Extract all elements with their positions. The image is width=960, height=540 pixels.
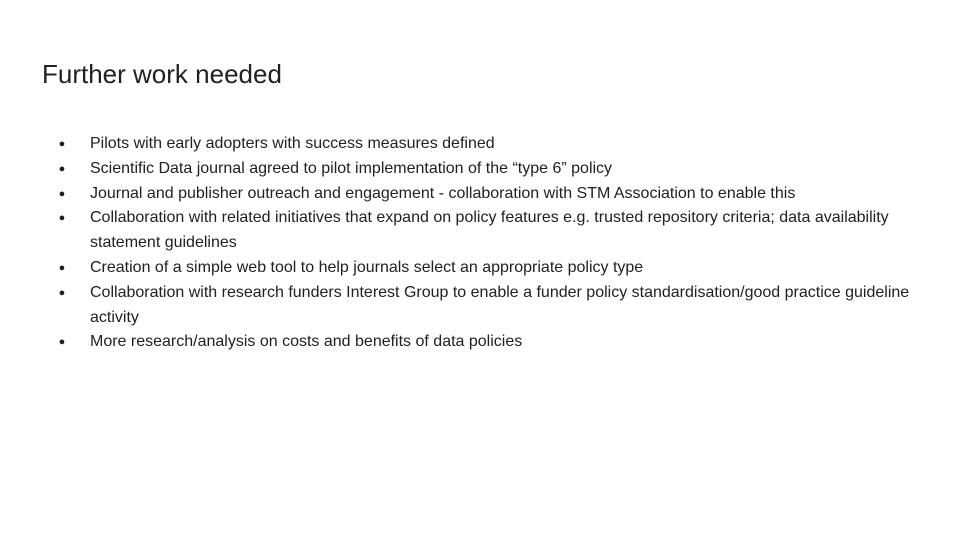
bullet-icon: ● bbox=[58, 138, 66, 150]
bullet-list bbox=[0, 132, 960, 355]
bullet-text: Creation of a simple web tool to help journals select an appropriate policy type bbox=[90, 258, 644, 276]
list-item bbox=[0, 256, 910, 281]
bullet-text: Journal and publisher outreach and engagement - collaboration with STM Association to enable this bbox=[90, 184, 796, 202]
bullet-icon: ● bbox=[58, 261, 66, 274]
list-item bbox=[0, 330, 910, 355]
list-item bbox=[0, 132, 910, 157]
bullet-icon: ● bbox=[58, 336, 66, 349]
bullet-text: Scientific Data journal agreed to pilot implementation of the “type 6” policy bbox=[90, 159, 613, 177]
bullet-icon: ● bbox=[58, 212, 66, 225]
bullet-text: Collaboration with related initiatives that expand on policy features e.g. trusted repository criteria; data availability statement guidelines bbox=[90, 209, 889, 252]
list-item bbox=[0, 206, 910, 256]
slide-title: Further work needed bbox=[42, 59, 282, 89]
bullet-text: Pilots with early adopters with success measures defined bbox=[90, 135, 495, 152]
list-item bbox=[0, 182, 910, 207]
bullet-text: More research/analysis on costs and benefits of data policies bbox=[90, 333, 523, 351]
bullet-icon: ● bbox=[58, 187, 66, 200]
list-item bbox=[0, 281, 910, 331]
list-item bbox=[0, 157, 910, 182]
bullet-icon: ● bbox=[58, 286, 66, 299]
bullet-icon: ● bbox=[58, 162, 66, 175]
bullet-text: Collaboration with research funders Interest Group to enable a funder policy standardisation/good practice guideline activity bbox=[90, 283, 910, 326]
